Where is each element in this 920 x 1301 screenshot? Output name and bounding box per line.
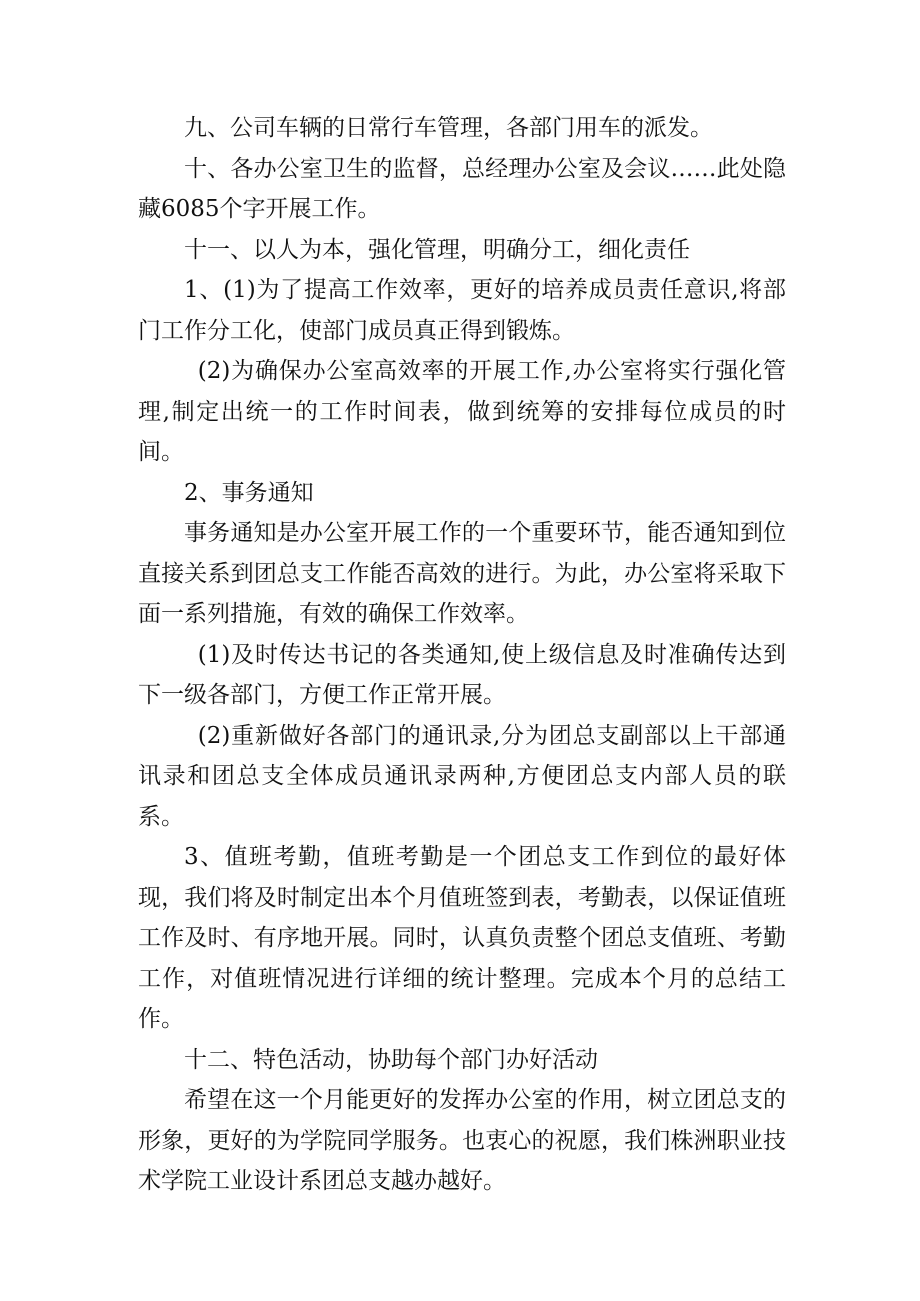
paragraph-heading-12: 十二、特色活动，协助每个部门办好活动 <box>184 1046 598 1073</box>
paragraph-item-10: 十、各办公室卫生的监督，总经理办公室及会议……此处隐藏6085个字开展工作。 <box>138 155 786 222</box>
paragraph-closing: 希望在这一个月能更好的发挥办公室的作用，树立团总支的形象，更好的为学院同学服务。也衷心的祝愿，我们株洲职业技术学院工业设计系团总支越办越好。 <box>138 1087 786 1194</box>
paragraph-heading-11: 十一、以人为本，强化管理，明确分工，细化责任 <box>184 236 690 263</box>
paragraph-11-2-intro: 事务通知是办公室开展工作的一个重要环节，能否通知到位直接关系到团总支工作能否高效的进行。为此，办公室将采取下面一系列措施，有效的确保工作效率。 <box>138 520 786 627</box>
paragraph-11-1-1: 1、(1)为了提高工作效率，更好的培养成员责任意识,将部门工作分工化，使部门成员真正得到锻炼。 <box>138 277 786 344</box>
paragraph-heading-11-2: 2、事务通知 <box>184 479 314 506</box>
paragraph-11-3: 3、值班考勤，值班考勤是一个团总支工作到位的最好体现，我们将及时制定出本个月值班签到表，考勤表，以保证值班工作及时、有序地开展。同时，认真负责整个团总支值班、考勤工作，对值班情况进行详细的统计整理。完成本个月的总结工作。 <box>138 844 786 1032</box>
paragraph-11-2-1: (1)及时传达书记的各类通知,使上级信息及时准确传达到下一级各部门，方便工作正常开展。 <box>138 641 786 708</box>
document-body <box>138 108 786 1202</box>
paragraph-11-1-2: (2)为确保办公室高效率的开展工作,办公室将实行强化管理,制定出统一的工作时间表，做到统筹的安排每位成员的时间。 <box>138 358 786 465</box>
paragraph-11-2-2: (2)重新做好各部门的通讯录,分为团总支副部以上干部通讯录和团总支全体成员通讯录两种,方便团总支内部人员的联系。 <box>138 722 786 830</box>
paragraph-item-9: 九、公司车辆的日常行车管理，各部门用车的派发。 <box>184 115 713 141</box>
